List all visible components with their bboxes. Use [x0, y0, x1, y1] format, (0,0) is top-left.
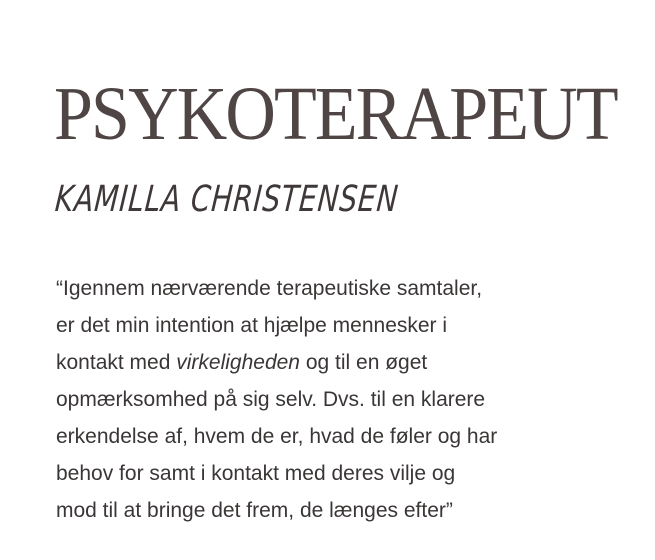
- quote-emphasis: virkeligheden: [176, 351, 300, 374]
- quote-line-4: opmærksomhed på sig selv. Dvs. til en klarere: [56, 388, 486, 411]
- quote-line-6: behov for samt i kontakt med deres vilje og: [56, 462, 456, 485]
- quote-line-3-end: og til en øget: [299, 351, 428, 374]
- quote-line-3-start: kontakt med: [56, 351, 177, 374]
- quote-line-3: [56, 344, 601, 381]
- quote-line-1: “Igennem nærværende terapeutiske samtaler,: [56, 277, 483, 300]
- intro-quote: [56, 270, 601, 529]
- page-title: PSYKOTERAPEUT: [54, 72, 617, 156]
- quote-line-5: erkendelse af, hvem de er, hvad de føler og har: [56, 425, 498, 448]
- quote-line-2: er det min intention at hjælpe mennesker i: [56, 314, 448, 337]
- quote-line-7: mod til at bringe det frem, de længes efter”: [56, 499, 453, 522]
- therapist-name: KAMILLA CHRISTENSEN: [53, 179, 401, 220]
